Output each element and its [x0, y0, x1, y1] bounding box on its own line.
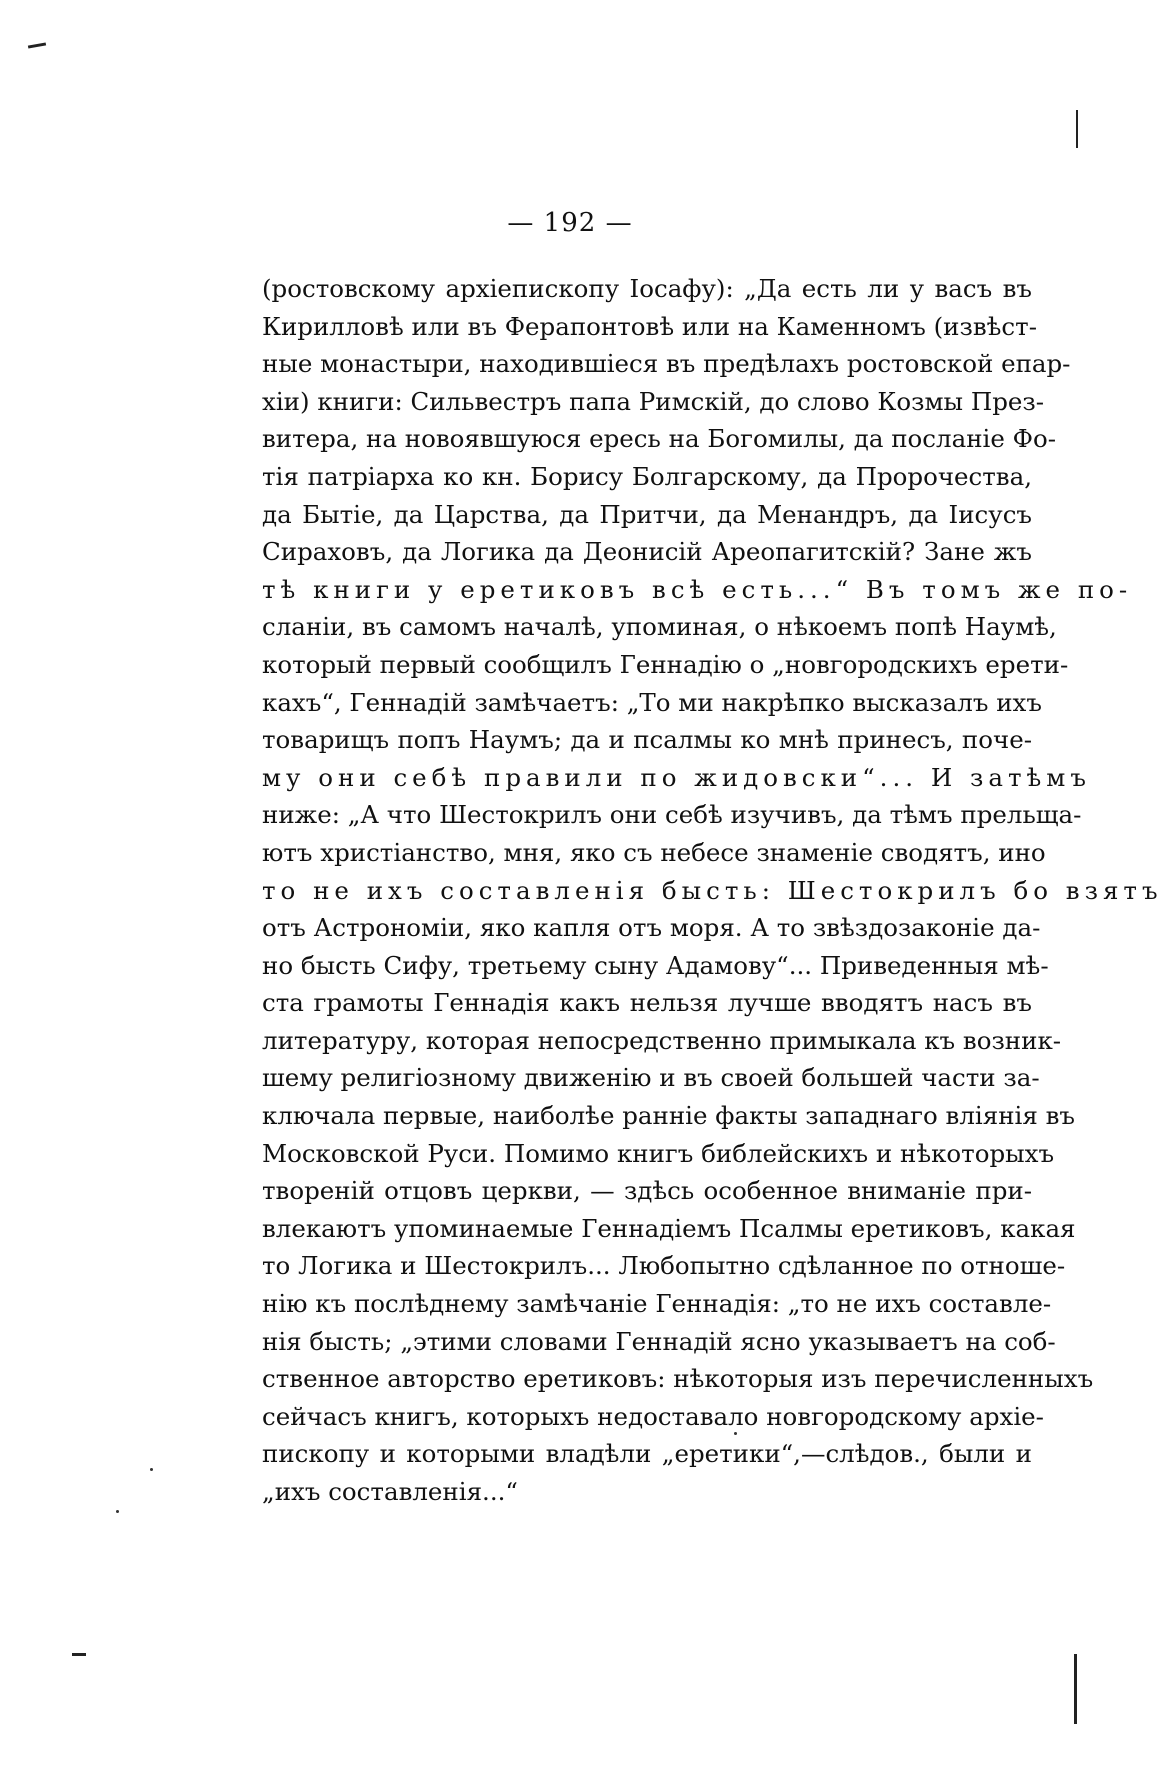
text-line: нія бысть; „этими словами Геннадій ясно указываетъ на соб-	[262, 1326, 1056, 1356]
text-line: му они себѣ правили по жидовски“... И затѣмъ	[262, 762, 1091, 792]
text-line: литературу, которая непосредственно примыкала къ возник-	[262, 1025, 1062, 1055]
text-line: Сираховъ, да Логика да Деонисій Ареопагитскій? Зане жъ	[262, 537, 1032, 567]
text-line: Московской Руси. Помимо книгъ библейскихъ и нѣкоторыхъ	[262, 1138, 1055, 1168]
text-line: (ростовскому архіепископу Іосафу): „Да есть ли у васъ въ	[262, 274, 1032, 303]
page-number: — 192 —	[507, 208, 633, 238]
text-line: отъ Астрономіи, яко капля отъ моря. А то звѣздозаконіе да-	[262, 913, 1041, 943]
text-line: сейчасъ книгъ, которыхъ недоставало новгородскому архіе-	[262, 1401, 1044, 1431]
text-line: который первый сообщилъ Геннадію о „новгородскихъ ерети-	[262, 649, 1069, 679]
text-line: „ихъ составленія...“	[262, 1477, 518, 1506]
text-line: шему религіозному движенію и въ своей большей части за-	[262, 1063, 1040, 1093]
text-line: товарищъ попъ Наумъ; да и псалмы ко мнѣ принесъ, поче-	[262, 725, 1032, 755]
text-line: ниже: „А что Шестокрилъ они себѣ изучивъ, да тѣмъ прельща-	[262, 800, 1082, 830]
scan-artifact-mark	[1074, 1654, 1077, 1724]
text-line: тѣ книги у еретиковъ всѣ есть...“ Въ томъ же по-	[262, 574, 1133, 604]
text-line: то Логика и Шестокрилъ... Любопытно сдѣланное по отноше-	[262, 1251, 1066, 1281]
body-text	[262, 270, 1163, 1511]
text-line: ста грамоты Геннадія какъ нельзя лучше вводятъ насъ въ	[262, 988, 1032, 1018]
text-line: кахъ“, Геннадій замѣчаетъ: „То ми накрѣпко высказалъ ихъ	[262, 687, 1042, 717]
scan-artifact-mark	[1076, 110, 1078, 148]
text-line: влекаютъ упоминаемые Геннадіемъ Псалмы еретиковъ, какая	[262, 1213, 1076, 1243]
scan-artifact-mark	[72, 1653, 86, 1656]
text-line: твореній отцовъ церкви, — здѣсь особенное вниманіе при-	[262, 1176, 1032, 1206]
text-line: витера, на новоявшуюся ересь на Богомилы, да посланіе Фо-	[262, 424, 1057, 454]
text-line: но бысть Сифу, третьему сыну Адамову“... Приведенныя мѣ-	[262, 950, 1049, 980]
text-line: сланіи, въ самомъ началѣ, упоминая, о нѣкоемъ попѣ Наумѣ,	[262, 612, 1057, 642]
text-line: то не ихъ составленія бысть: Шестокрилъ бо взятъ	[262, 875, 1163, 905]
text-line: тія патріарха ко кн. Борису Болгарскому, да Пророчества,	[262, 461, 1032, 491]
text-line: нію къ послѣднему замѣчаніе Геннадія: „то не ихъ составле-	[262, 1289, 1052, 1319]
scan-speck	[150, 1468, 153, 1471]
text-line: пископу и которыми владѣли „еретики“,—слѣдов., были и	[262, 1439, 1032, 1469]
scan-artifact-mark	[28, 42, 46, 48]
text-line: да Бытіе, да Царства, да Притчи, да Менандръ, да Іисусъ	[262, 499, 1032, 529]
text-line: хіи) книги: Сильвестръ папа Римскій, до слово Козмы През-	[262, 386, 1045, 416]
text-line: ственное авторство еретиковъ: нѣкоторыя изъ перечисленныхъ	[262, 1364, 1094, 1394]
text-line: ключала первые, наиболѣе ранніе факты западнаго вліянія въ	[262, 1101, 1075, 1131]
text-line: Кирилловѣ или въ Ферапонтовѣ или на Каменномъ (извѣст-	[262, 311, 1037, 341]
text-line: ные монастыри, находившіеся въ предѣлахъ ростовской епар-	[262, 349, 1071, 379]
scan-speck	[116, 1510, 119, 1513]
text-line: ютъ христіанство, мня, яко съ небесе знаменіе сводятъ, ино	[262, 837, 1046, 867]
